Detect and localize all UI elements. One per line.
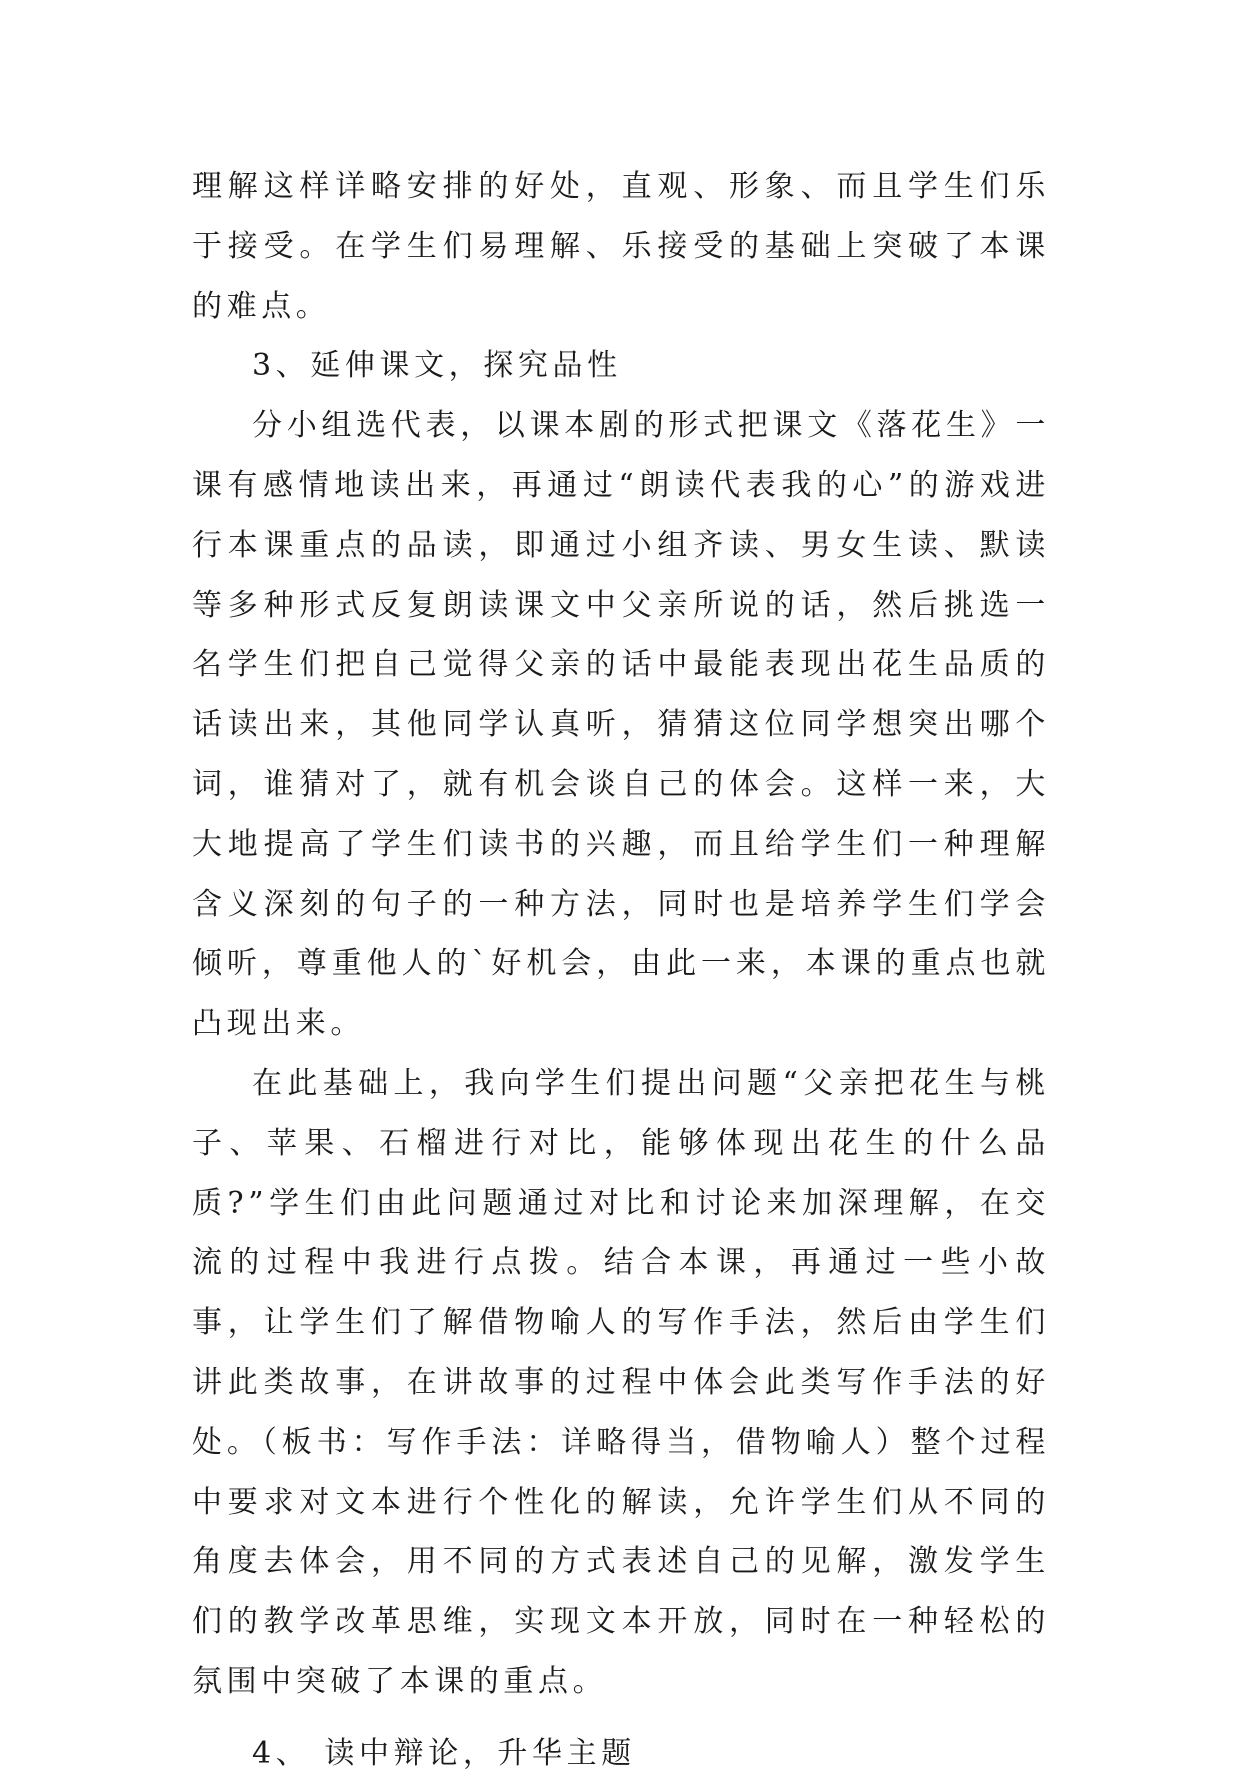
paragraph-comparison-discussion: 在此基础上，我向学生们提出问题“父亲把花生与桃子、苹果、石榴进行对比，能够体现出花生的什么品质?”学生们由此问题通过对比和讨论来加深理解，在交流的过程中我进行点拨。结合本课，再通过一些小故事，让学生们了解借物喻人的写作手法，然后由学生们讲此类故事，在讲故事的过程中体会此类写作手法的好处。（板书：写作手法：详略得当，借物喻人）整个过程中要求对文本进行个性化的解读，允许学生们从不同的角度去体会，用不同的方式表述自己的见解，激发学生们的教学改革思维，实现文本开放，同时在一种轻松的氛围中突破了本课的重点。 [192, 1065, 1050, 1699]
paragraph-continuation: 理解这样详略安排的好处，直观、形象、而且学生们乐于接受。在学生们易理解、乐接受的基础上突破了本课的难点。 [192, 169, 1050, 324]
section-heading-4: 4、 读中辩论，升华主题 [252, 1735, 636, 1771]
section-heading-3: 3、延伸课文，探究品性 [252, 348, 622, 384]
paragraph-reading-activity: 分小组选代表，以课本剧的形式把课文《落花生》一课有感情地读出来，再通过“朗读代表我的心”的游戏进行本课重点的品读，即通过小组齐读、男女生读、默读等多种形式反复朗读课文中父亲所说的话，然后挑选一名学生们把自己觉得父亲的话中最能表现出花生品质的话读出来，其他同学认真听，猜猜这位同学想突出哪个词，谁猜对了，就有机会谈自己的体会。这样一来，大大地提高了学生们读书的兴趣，而且给学生们一种理解含义深刻的句子的一种方法，同时也是培养学生们学会倾听，尊重他人的`好机会，由此一来，本课的重点也就凸现出来。 [192, 408, 1050, 1042]
document-body [192, 157, 1050, 1784]
